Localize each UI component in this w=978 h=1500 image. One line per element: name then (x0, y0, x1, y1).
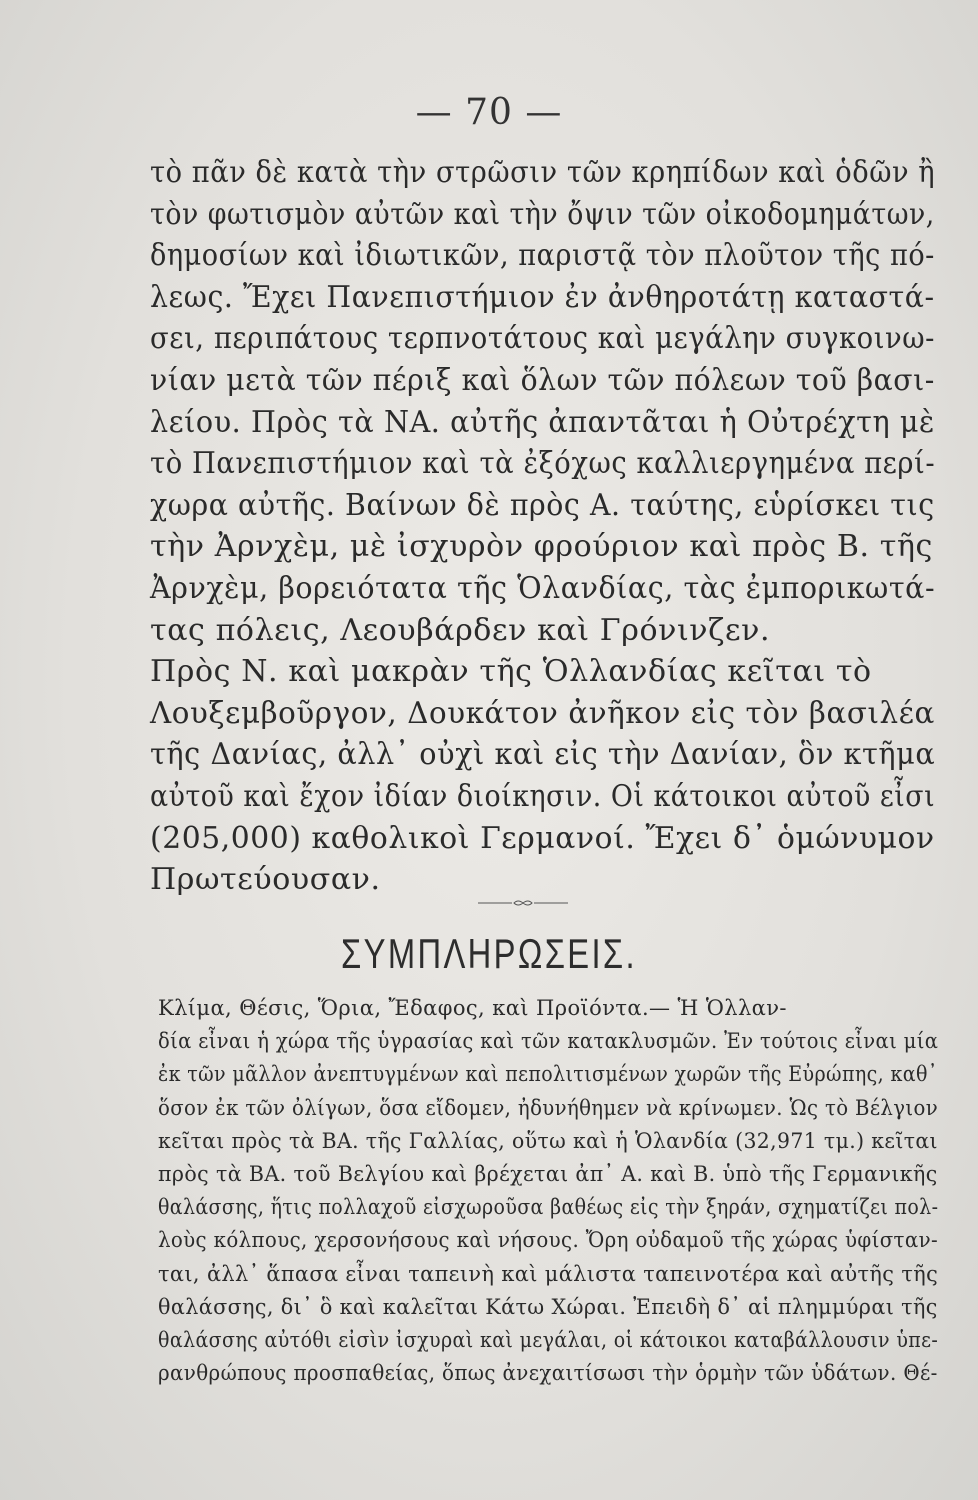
supplement-text-line: ἐκ τῶν μᾶλλον ἀνεπτυγμένων καὶ πεπολιτισμένων χωρῶν τῆς Εὐρώπης, καθ᾽ (158, 1062, 938, 1087)
main-text-block (150, 152, 940, 901)
text-line: Πρωτεύουσαν. (150, 862, 381, 898)
supplement-text-line: ται, ἀλλ᾽ ἅπασα εἶναι ταπεινὴ καὶ μάλιστα ταπεινοτέρα καὶ αὐτῆς τῆς (158, 1261, 939, 1286)
supplement-text-line: ρανθρώπους προσπαθείας, ὅπως ἀνεχαιτίσωσι τὴν ὁρμὴν τῶν ὑδάτων. Θέ- (158, 1361, 938, 1386)
text-line: νίαν μετὰ τῶν πέριξ καὶ ὅλων τῶν πόλεων τοῦ βασι- (150, 362, 935, 398)
text-line: Πρὸς Ν. καὶ μακρὰν τῆς Ὁλλανδίας κεῖται τὸ (150, 654, 872, 690)
text-line: (205,000) καθολικοὶ Γερμανοί. Ἔχει δ᾽ ὁμώνυμον (150, 820, 935, 856)
supplement-text-line: θαλάσσης, δι᾽ ὃ καὶ καλεῖται Κάτω Χώραι. Ἐπειδὴ δ᾽ αἱ πλημμύραι τῆς (158, 1294, 938, 1319)
text-line: τῆς Δανίας, ἀλλ᾽ οὐχὶ καὶ εἰς τὴν Δανίαν, ὃν κτῆμα (150, 737, 936, 773)
page-number: — 70 — (415, 92, 563, 133)
supplement-text-line: λοὺς κόλπους, χερσονήσους καὶ νήσους. Ὄρη οὐδαμοῦ τῆς χώρας ὑφίσταν- (158, 1228, 939, 1253)
text-line: τὴν Ἀρνχὲμ, μὲ ἰσχυρὸν φρούριον καὶ πρὸς Β. τῆς (150, 529, 933, 565)
supplement-text-block (158, 992, 942, 1390)
text-line: Λουξεμβοῦργον, Δουκάτον ἀνῆκον εἰς τὸν βασιλέα (150, 695, 935, 731)
text-line: τὸν φωτισμὸν αὐτῶν καὶ τὴν ὄψιν τῶν οἰκοδομημάτων, (150, 196, 935, 232)
supplement-text-line: κεῖται πρὸς τὰ ΒΑ. τῆς Γαλλίας, οὕτω καὶ ἡ Ὁλανδία (32,971 τμ.) κεῖται (158, 1128, 938, 1153)
supplement-text-line: πρὸς τὰ ΒΑ. τοῦ Βελγίου καὶ βρέχεται ἀπ᾽ Α. καὶ Β. ὑπὸ τῆς Γερμανικῆς (158, 1161, 938, 1186)
text-line: τὸ πᾶν δὲ κατὰ τὴν στρῶσιν τῶν κρηπίδων καὶ ὁδῶν ἢ (150, 155, 936, 190)
supplement-text-line: δία εἶναι ἡ χώρα τῆς ὑγρασίας καὶ τῶν κατακλυσμῶν. Ἐν τούτοις εἶναι μία (158, 1029, 939, 1054)
text-line: δημοσίων καὶ ἰδιωτικῶν, παριστᾷ τὸν πλοῦτον τῆς πό- (150, 238, 935, 274)
supplement-text-line: ὅσον ἐκ τῶν ὀλίγων, ὅσα εἴδομεν, ἠδυνήθημεν νὰ κρίνωμεν. Ὡς τὸ Βέλγιον (158, 1095, 939, 1120)
section-separator-ornament (478, 898, 568, 908)
text-line: σει, περιπάτους τερπνοτάτους καὶ μεγάλην συγκοινω- (150, 321, 935, 357)
text-line: αὐτοῦ καὶ ἔχον ἰδίαν διοίκησιν. Οἱ κάτοικοι αὐτοῦ εἶσι (150, 778, 936, 814)
text-line: Ἀρνχὲμ, βορειότατα τῆς Ὁλανδίας, τὰς ἐμπορικωτά- (150, 570, 936, 606)
text-line: τὸ Πανεπιστήμιον καὶ τὰ ἐξόχως καλλιεργημένα περί- (150, 446, 936, 482)
supplement-text-line: θαλάσσης αὐτόθι εἰσὶν ἰσχυραὶ καὶ μεγάλαι, οἱ κάτοικοι καταβάλλουσιν ὑπε- (158, 1327, 939, 1352)
supplement-text-line: Κλίμα, Θέσις, Ὅρια, Ἔδαφος, καὶ Προϊόντα.— Ἡ Ὁλλαν- (158, 996, 787, 1020)
text-line: λεως. Ἔχει Πανεπιστήμιον ἐν ἀνθηροτάτῃ καταστά- (150, 279, 935, 315)
text-line: τας πόλεις, Λεουβάρδεν καὶ Γρόνινζεν. (150, 612, 771, 648)
section-title: ΣΥΜΠΛΗΡΩΣΕΙΣ. (341, 930, 637, 977)
text-line: χωρα αὐτῆς. Βαίνων δὲ πρὸς Α. ταύτης, εὑρίσκει τις (150, 487, 935, 523)
text-line: λείου. Πρὸς τὰ ΝΑ. αὐτῆς ἀπαντᾶται ἡ Οὐτρέχτη μὲ (150, 404, 935, 440)
supplement-text-line: θαλάσσης, ἥτις πολλαχοῦ εἰσχωροῦσα βαθέως εἰς τὴν ξηράν, σχηματίζει πολ- (158, 1195, 939, 1220)
